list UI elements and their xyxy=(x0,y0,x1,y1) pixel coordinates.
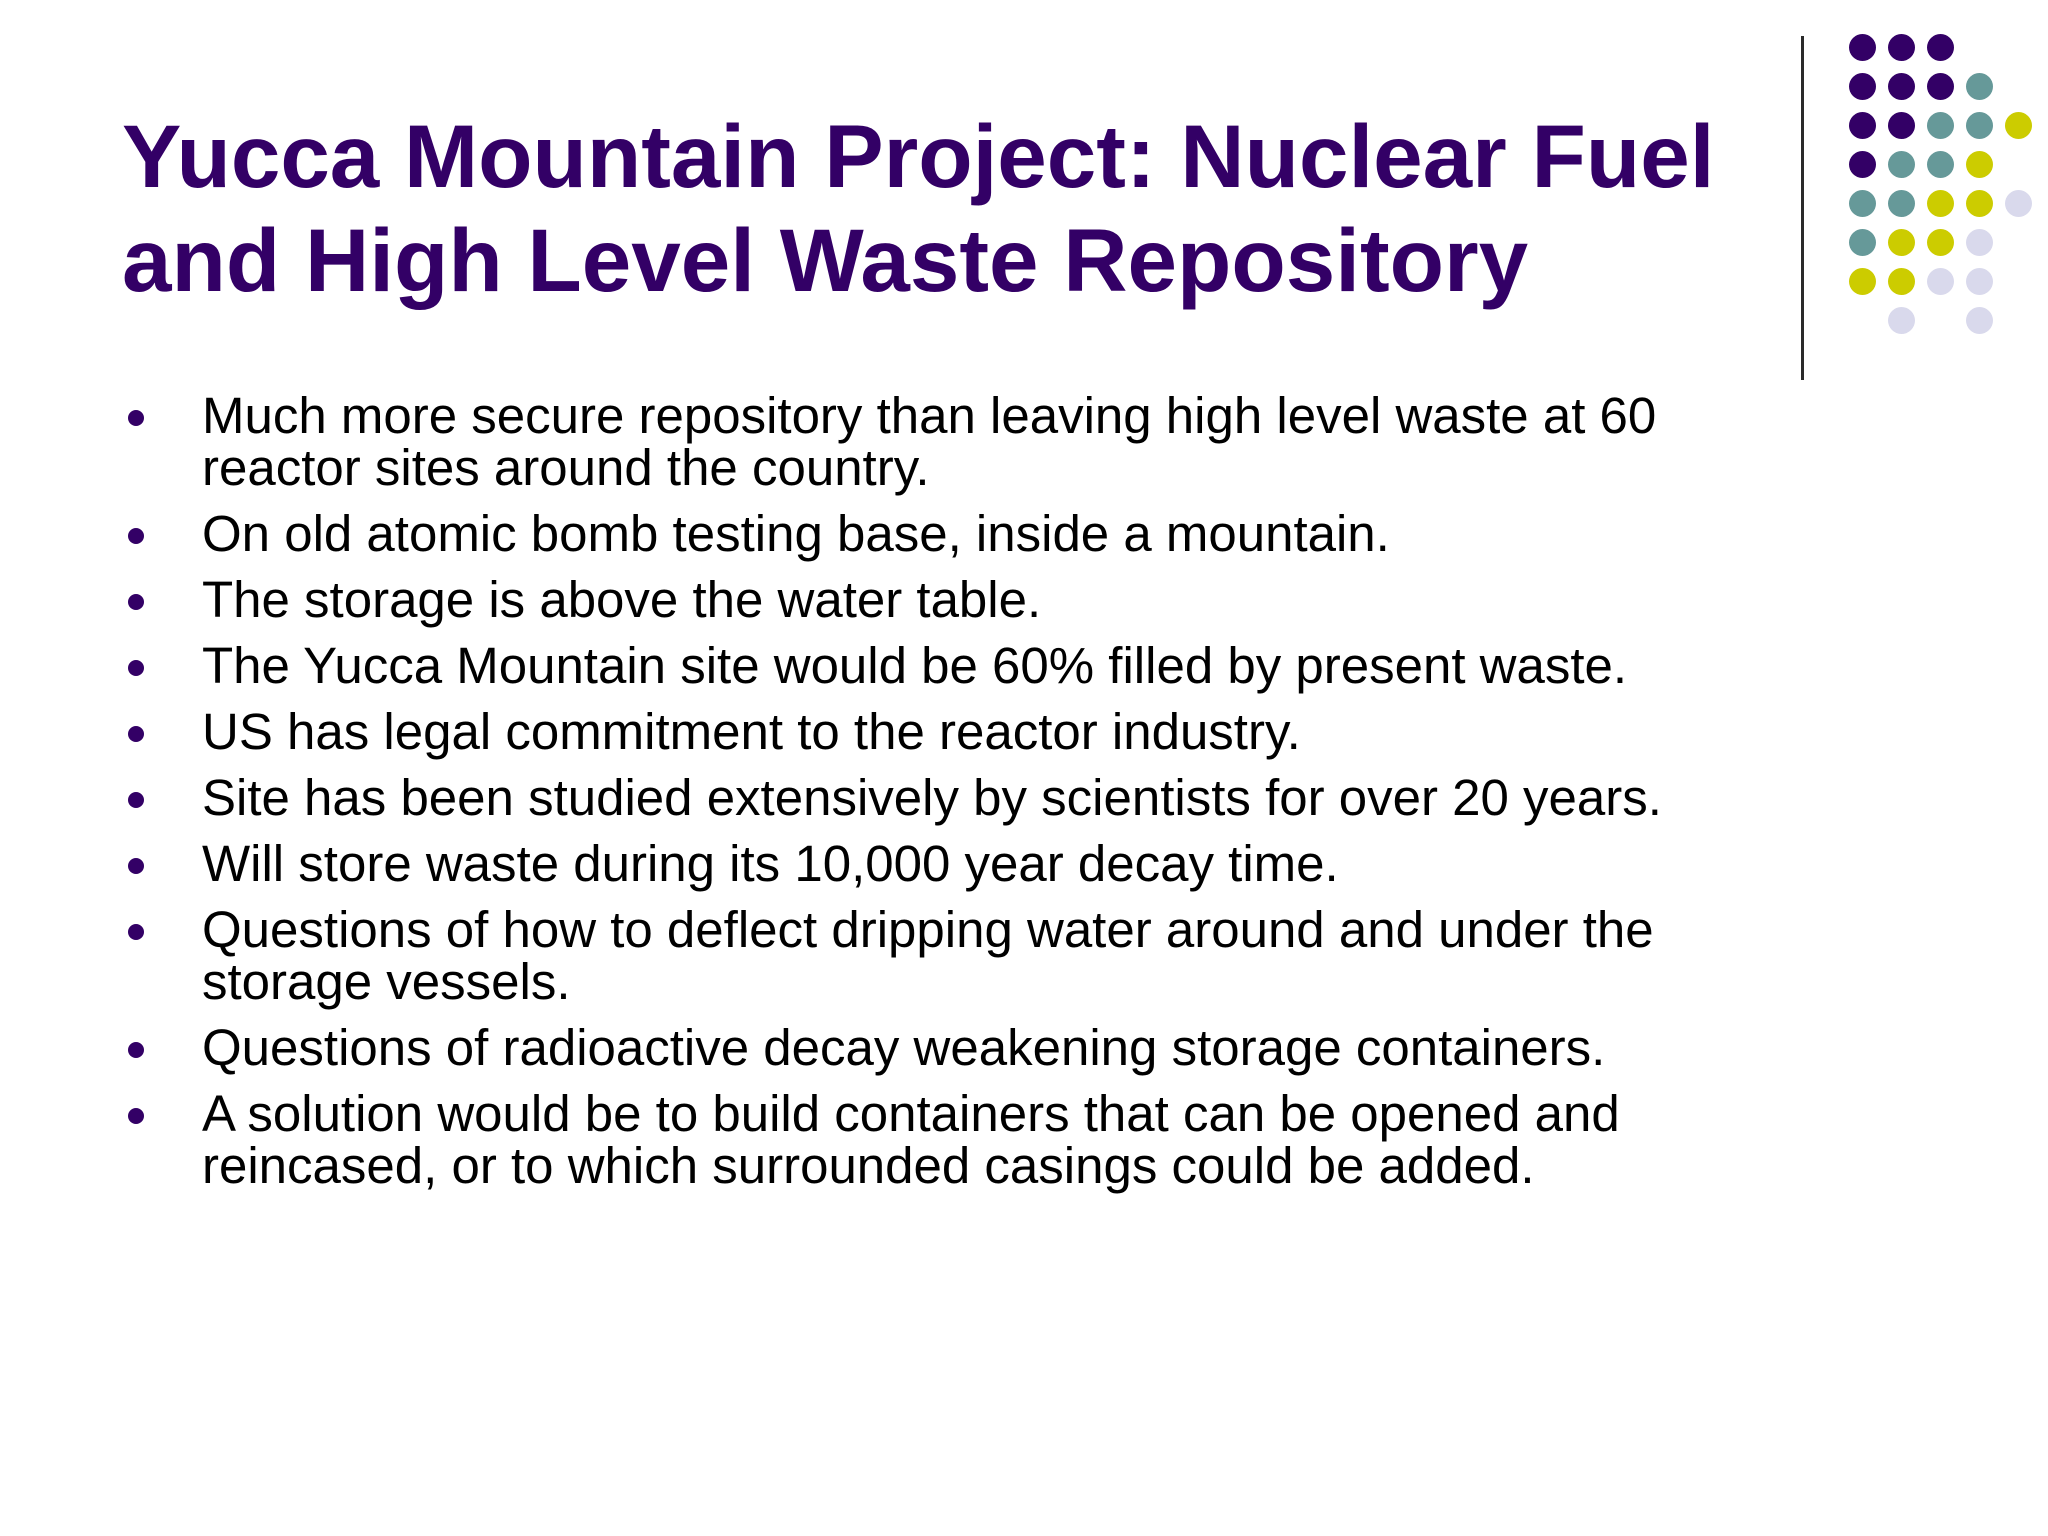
bullet-text: Questions of radioactive decay weakening storage containers. xyxy=(202,1019,1606,1076)
decorative-dot-lavender xyxy=(1966,229,1993,256)
bullet-dot-icon xyxy=(128,1108,144,1124)
decorative-dot-purple xyxy=(1849,112,1876,139)
bullet-item xyxy=(122,703,1802,760)
bullet-dot-icon xyxy=(128,726,144,742)
bullet-text-line-2: reincased, or to which surrounded casings could be added. xyxy=(202,1137,1535,1194)
bullet-text: On old atomic bomb testing base, inside a mountain. xyxy=(202,505,1390,562)
decorative-dot-purple xyxy=(1849,151,1876,178)
decorative-dot-olive xyxy=(1888,268,1915,295)
decorative-dot-teal xyxy=(1927,151,1954,178)
decorative-dot-olive xyxy=(1888,229,1915,256)
decorative-dot-teal xyxy=(1849,190,1876,217)
decorative-dot-purple xyxy=(1888,73,1915,100)
bullet-text: The storage is above the water table. xyxy=(202,571,1042,628)
vertical-divider xyxy=(1801,36,1804,380)
bullet-item xyxy=(122,387,1802,496)
bullet-item xyxy=(122,505,1802,562)
decorative-dot-olive xyxy=(1927,229,1954,256)
decorative-dot-olive xyxy=(1927,190,1954,217)
bullet-text: US has legal commitment to the reactor industry. xyxy=(202,703,1301,760)
decorative-dot-purple xyxy=(1888,34,1915,61)
decorative-dot-purple xyxy=(1927,34,1954,61)
bullet-text-line-1: A solution would be to build containers that can be opened and xyxy=(202,1085,1620,1142)
decorative-dot-purple xyxy=(1927,73,1954,100)
bullet-dot-icon xyxy=(128,924,144,940)
decorative-dot-olive xyxy=(1849,268,1876,295)
bullet-item xyxy=(122,769,1802,826)
bullet-dot-icon xyxy=(128,792,144,808)
title-line-2: and High Level Waste Repository xyxy=(122,210,1529,310)
decorative-dot-teal xyxy=(1849,229,1876,256)
bullet-text: Site has been studied extensively by scientists for over 20 years. xyxy=(202,769,1662,826)
decorative-dot-olive xyxy=(1966,190,1993,217)
decorative-dot-purple xyxy=(1849,34,1876,61)
decorative-dot-teal xyxy=(1888,151,1915,178)
bullet-item xyxy=(122,637,1802,694)
bullet-text-line-2: storage vessels. xyxy=(202,953,571,1010)
bullet-text-line-2: reactor sites around the country. xyxy=(202,439,930,496)
bullet-dot-icon xyxy=(128,660,144,676)
bullet-text-line-1: Much more secure repository than leaving high level waste at 60 xyxy=(202,387,1657,444)
decorative-dot-teal xyxy=(1966,73,1993,100)
title-line-1: Yucca Mountain Project: Nuclear Fuel xyxy=(122,106,1715,206)
bullet-item xyxy=(122,1085,1802,1194)
bullet-dot-icon xyxy=(128,410,144,426)
bullet-dot-icon xyxy=(128,594,144,610)
bullet-text-line-1: Questions of how to deflect dripping water around and under the xyxy=(202,901,1654,958)
bullet-dot-icon xyxy=(128,1042,144,1058)
decorative-dot-olive xyxy=(2005,112,2032,139)
decorative-dot-teal xyxy=(1927,112,1954,139)
decorative-dot-olive xyxy=(1966,151,1993,178)
decorative-dot-lavender xyxy=(1966,307,1993,334)
bullet-list xyxy=(122,387,1802,1206)
decorative-dot-teal xyxy=(1966,112,1993,139)
bullet-item xyxy=(122,835,1802,892)
decorative-dot-purple xyxy=(1849,73,1876,100)
slide-title xyxy=(122,104,1762,312)
bullet-text: Will store waste during its 10,000 year decay time. xyxy=(202,835,1339,892)
decorative-dot-lavender xyxy=(1888,307,1915,334)
bullet-text: The Yucca Mountain site would be 60% filled by present waste. xyxy=(202,637,1628,694)
bullet-item xyxy=(122,1019,1802,1076)
bullet-dot-icon xyxy=(128,858,144,874)
decorative-dot-lavender xyxy=(2005,190,2032,217)
bullet-item xyxy=(122,901,1802,1010)
bullet-item xyxy=(122,571,1802,628)
decorative-dot-lavender xyxy=(1927,268,1954,295)
bullet-dot-icon xyxy=(128,528,144,544)
decorative-dot-purple xyxy=(1888,112,1915,139)
decorative-dot-lavender xyxy=(1966,268,1993,295)
decorative-dot-teal xyxy=(1888,190,1915,217)
